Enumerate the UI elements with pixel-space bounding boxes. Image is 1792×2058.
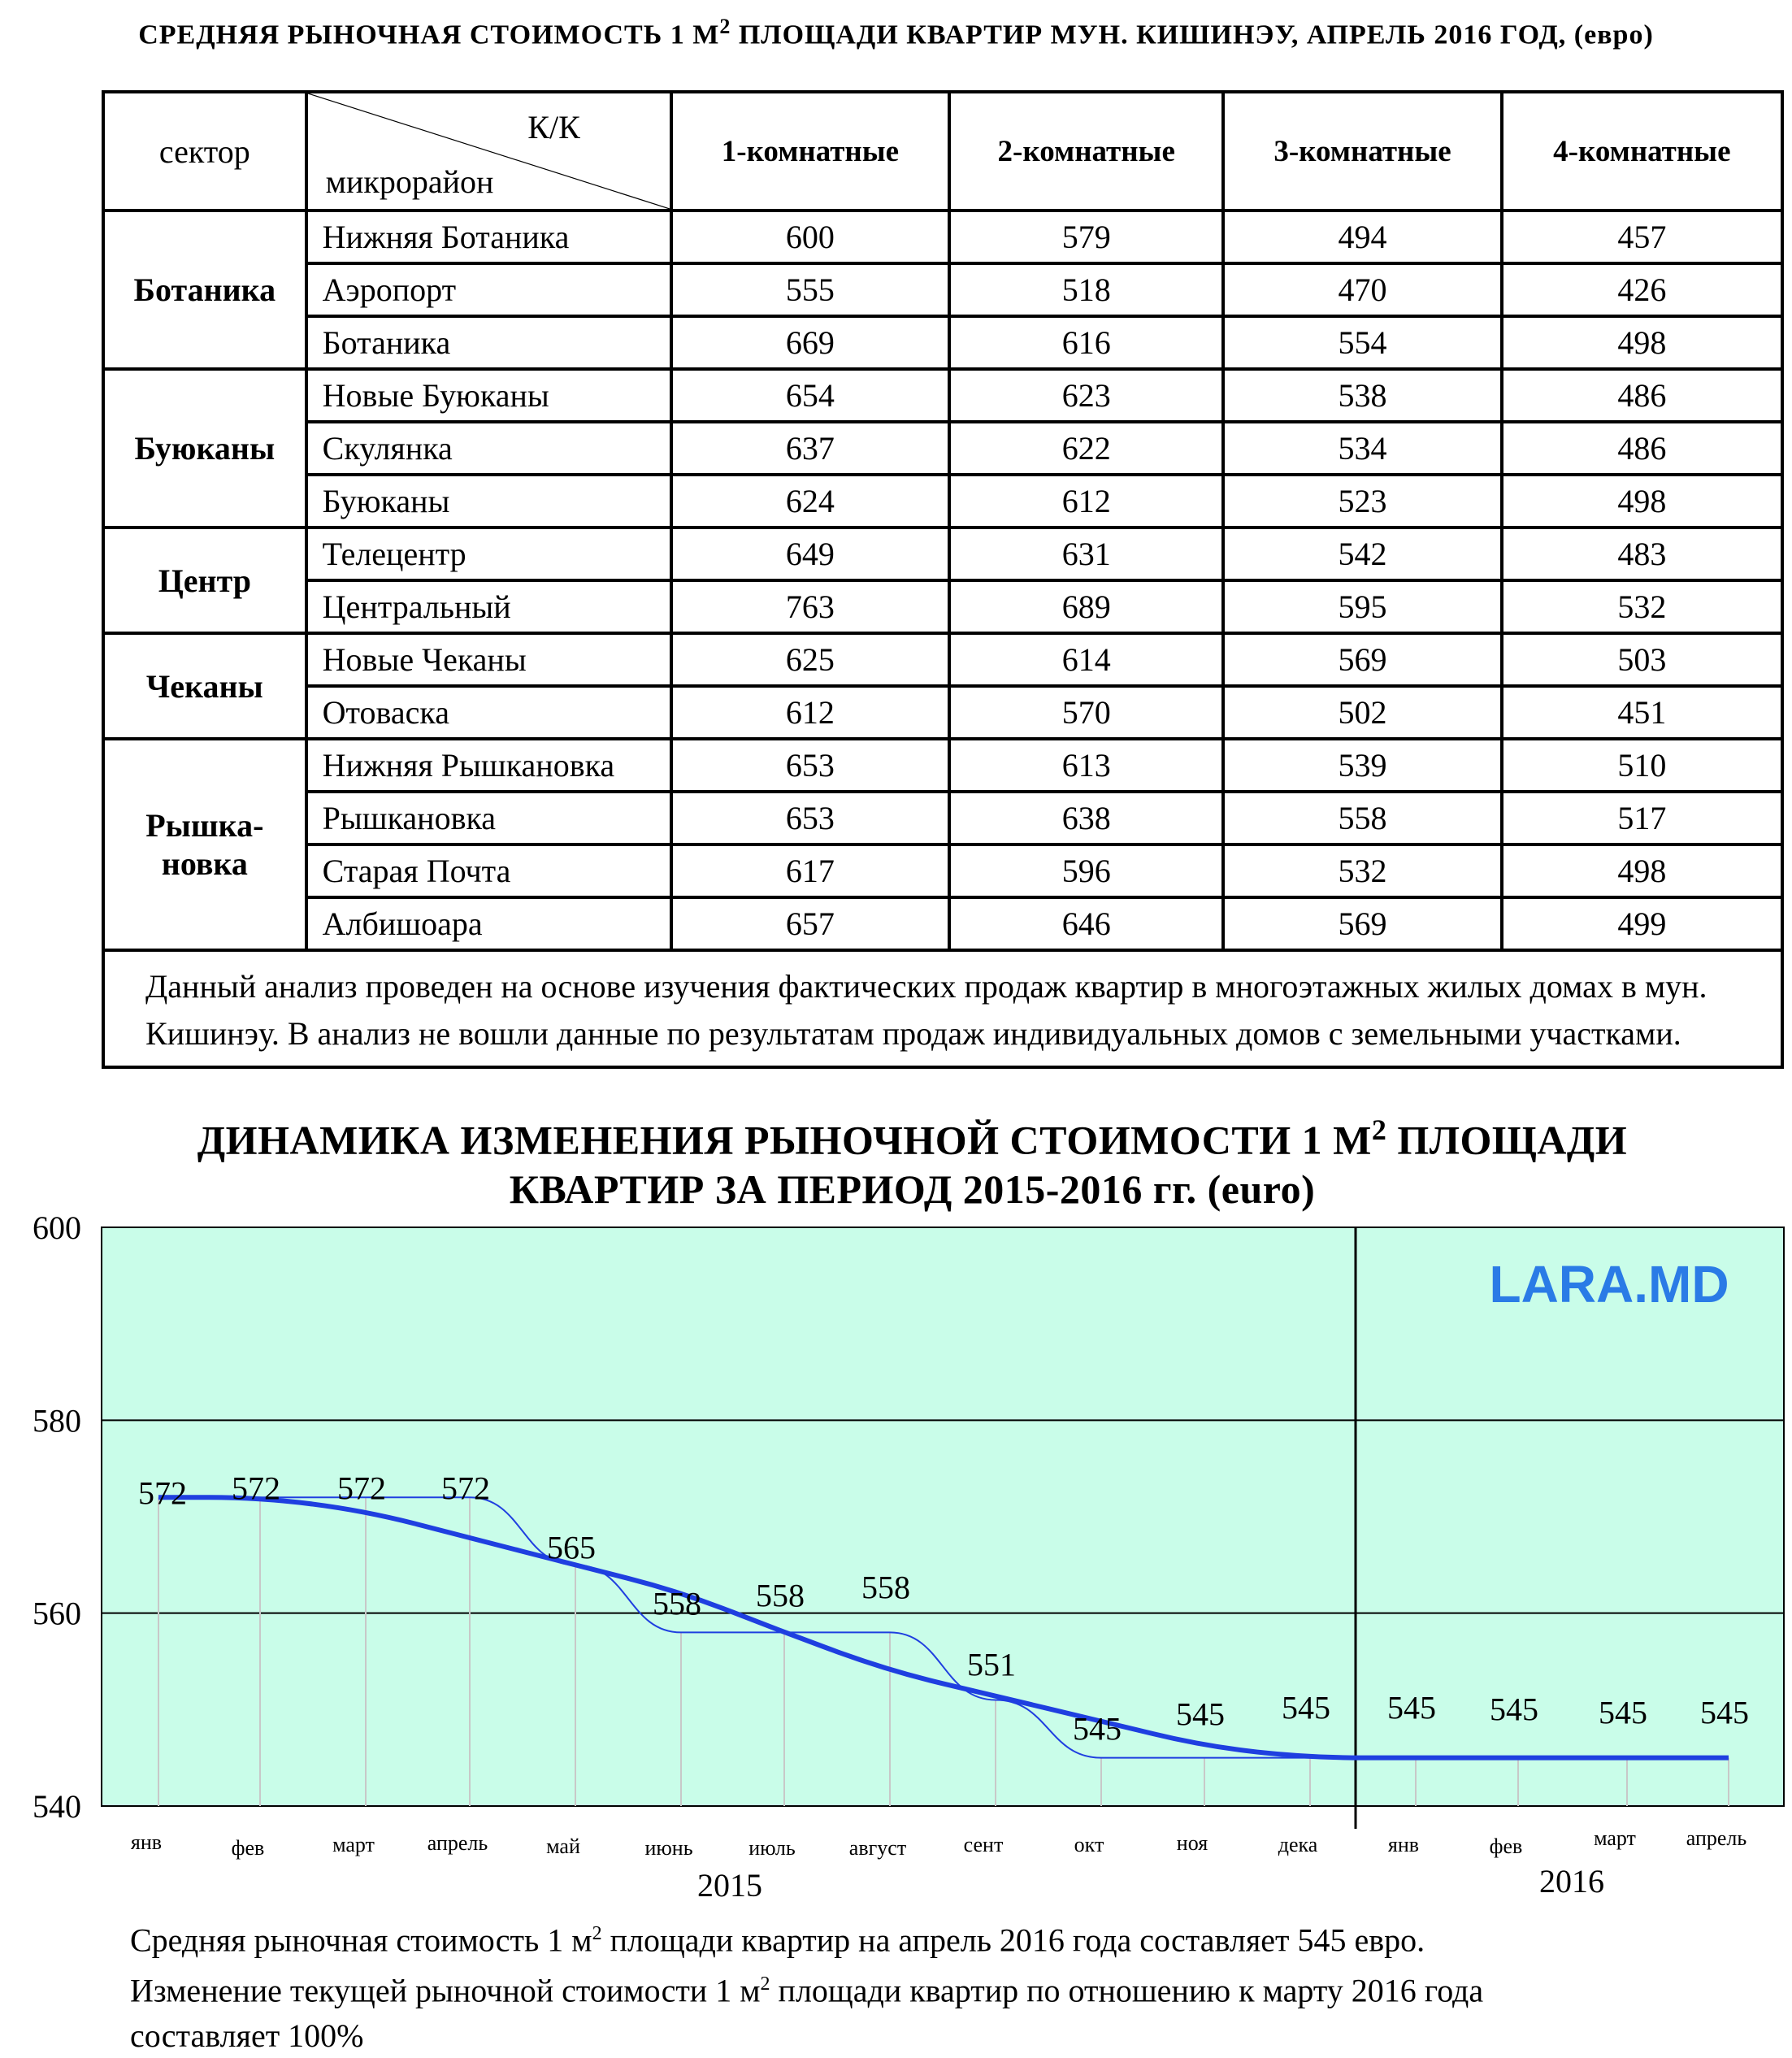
price-cell: 613 xyxy=(949,739,1223,792)
data-label: 572 xyxy=(232,1470,280,1507)
district-cell: Новые Чеканы xyxy=(306,633,671,686)
district-cell: Новые Буюканы xyxy=(306,369,671,422)
price-cell: 653 xyxy=(671,739,949,792)
x-tick-label: сент xyxy=(963,1833,1004,1856)
price-cell: 538 xyxy=(1223,369,1501,422)
district-cell: Албишоара xyxy=(306,897,671,950)
data-label: 545 xyxy=(1599,1694,1647,1731)
data-label: 572 xyxy=(441,1470,490,1507)
x-tick-label: ноя xyxy=(1176,1831,1208,1855)
sector-cell: Чеканы xyxy=(103,633,306,739)
header-sector: сектор xyxy=(103,92,306,211)
sector-cell: Ботаника xyxy=(103,211,306,369)
footer-line3: составляет 100% xyxy=(130,2017,364,2054)
watermark-logo: LARA.MD xyxy=(1489,1255,1729,1313)
table-row xyxy=(103,633,1782,686)
price-cell: 596 xyxy=(949,844,1223,897)
price-cell: 451 xyxy=(1502,686,1782,739)
price-cell: 498 xyxy=(1502,316,1782,369)
district-cell: Ботаника xyxy=(306,316,671,369)
x-tick-label: май xyxy=(546,1834,580,1858)
note-row xyxy=(103,950,1782,1067)
price-cell: 483 xyxy=(1502,528,1782,580)
x-tick-label: окт xyxy=(1074,1833,1104,1856)
district-cell: Нижняя Ботаника xyxy=(306,211,671,263)
x-tick-label: март xyxy=(1594,1826,1636,1850)
x-tick-label: июнь xyxy=(644,1836,693,1860)
price-cell: 554 xyxy=(1223,316,1501,369)
header-1-room: 1-комнатные xyxy=(671,92,949,211)
price-cell: 649 xyxy=(671,528,949,580)
data-label: 572 xyxy=(337,1470,386,1507)
table-row xyxy=(103,263,1782,316)
price-cell: 532 xyxy=(1223,844,1501,897)
price-cell: 510 xyxy=(1502,739,1782,792)
header-diagonal-cell xyxy=(306,92,671,211)
data-label: 545 xyxy=(1490,1691,1538,1728)
price-cell: 555 xyxy=(671,263,949,316)
sector-cell: Буюканы xyxy=(103,369,306,528)
y-tick-label: 540 xyxy=(33,1788,81,1825)
price-cell: 570 xyxy=(949,686,1223,739)
chart-title-line2: КВАРТИР ЗА ПЕРИОД 2015-2016 гг. (euro) xyxy=(509,1166,1316,1212)
data-label: 572 xyxy=(138,1474,187,1512)
chart-title-line1: ДИНАМИКА ИЗМЕНЕНИЯ РЫНОЧНОЙ СТОИМОСТИ 1 $М^2$ ПЛОЩАДИ xyxy=(197,1114,1628,1163)
price-cell: 616 xyxy=(949,316,1223,369)
table-row xyxy=(103,739,1782,792)
price-cell: 569 xyxy=(1223,633,1501,686)
x-tick-label: март xyxy=(332,1833,375,1856)
price-cell: 638 xyxy=(949,792,1223,844)
price-cell: 502 xyxy=(1223,686,1501,739)
district-cell: Рышкановка xyxy=(306,792,671,844)
data-label: 545 xyxy=(1282,1689,1330,1726)
price-cell: 523 xyxy=(1223,475,1501,528)
price-cell: 622 xyxy=(949,422,1223,475)
district-cell: Буюканы xyxy=(306,475,671,528)
table-row xyxy=(103,844,1782,897)
price-cell: 542 xyxy=(1223,528,1501,580)
price-cell: 657 xyxy=(671,897,949,950)
price-cell: 612 xyxy=(949,475,1223,528)
table-row xyxy=(103,316,1782,369)
price-cell: 595 xyxy=(1223,580,1501,633)
table-header-row xyxy=(103,92,1782,211)
price-cell: 600 xyxy=(671,211,949,263)
table-title: СРЕДНЯЯ РЫНОЧНАЯ СТОИМОСТЬ 1 $М^2$ ПЛОЩАДИ КВАРТИР МУН. КИШИНЭУ, АПРЕЛЬ 2016 ГОД, (евро) xyxy=(138,15,1654,50)
x-tick-label: дека xyxy=(1278,1833,1318,1856)
data-label: 545 xyxy=(1387,1689,1436,1726)
price-table xyxy=(102,90,1784,1069)
price-cell: 517 xyxy=(1502,792,1782,844)
sector-cell: Центр xyxy=(103,528,306,633)
sector-cell: Рышка- новка xyxy=(103,739,306,950)
district-cell: Аэропорт xyxy=(306,263,671,316)
x-tick-label: август xyxy=(848,1836,907,1860)
header-3-room: 3-комнатные xyxy=(1223,92,1501,211)
footer-text xyxy=(130,1912,1755,2058)
price-cell: 612 xyxy=(671,686,949,739)
price-cell: 689 xyxy=(949,580,1223,633)
table-row xyxy=(103,686,1782,739)
price-cell: 631 xyxy=(949,528,1223,580)
district-cell: Скулянка xyxy=(306,422,671,475)
price-cell: 470 xyxy=(1223,263,1501,316)
price-cell: 503 xyxy=(1502,633,1782,686)
table-row xyxy=(103,580,1782,633)
data-label: 558 xyxy=(756,1577,805,1614)
year-label-2015: 2015 xyxy=(697,1867,762,1902)
price-cell: 486 xyxy=(1502,422,1782,475)
price-cell: 426 xyxy=(1502,263,1782,316)
price-cell: 498 xyxy=(1502,475,1782,528)
price-cell: 558 xyxy=(1223,792,1501,844)
table-row xyxy=(103,369,1782,422)
price-cell: 669 xyxy=(671,316,949,369)
line-chart xyxy=(0,1211,1792,1902)
price-cell: 486 xyxy=(1502,369,1782,422)
price-cell: 532 xyxy=(1502,580,1782,633)
price-cell: 646 xyxy=(949,897,1223,950)
price-cell: 637 xyxy=(671,422,949,475)
x-tick-label: фев xyxy=(1489,1834,1523,1858)
header-2-room: 2-комнатные xyxy=(949,92,1223,211)
district-cell: Центральный xyxy=(306,580,671,633)
data-label: 551 xyxy=(967,1646,1016,1683)
x-tick-label: апрель xyxy=(1686,1826,1747,1850)
price-cell: 653 xyxy=(671,792,949,844)
data-label: 545 xyxy=(1700,1694,1749,1731)
x-tick-label: янв xyxy=(1387,1833,1420,1856)
data-label: 545 xyxy=(1176,1695,1225,1733)
y-tick-label: 560 xyxy=(33,1595,81,1632)
table-row xyxy=(103,897,1782,950)
table-row xyxy=(103,528,1782,580)
price-cell: 624 xyxy=(671,475,949,528)
x-tick-label: фев xyxy=(231,1836,265,1860)
price-cell: 457 xyxy=(1502,211,1782,263)
y-tick-label: 580 xyxy=(33,1402,81,1439)
price-cell: 579 xyxy=(949,211,1223,263)
price-cell: 654 xyxy=(671,369,949,422)
price-cell: 499 xyxy=(1502,897,1782,950)
data-label: 565 xyxy=(547,1529,596,1566)
table-note: Данный анализ проведен на основе изучения фактических продаж квартир в многоэтажных жилых домах в мун. Кишинэу. В анализ не вошли данные по результатам продаж индивидуальных домов с земельными участками. xyxy=(103,950,1782,1067)
header-microdistrict: микрорайон xyxy=(325,163,494,200)
x-tick-label: июль xyxy=(748,1836,796,1860)
price-cell: 617 xyxy=(671,844,949,897)
year-label-2016: 2016 xyxy=(1539,1863,1604,1900)
price-cell: 534 xyxy=(1223,422,1501,475)
price-cell: 623 xyxy=(949,369,1223,422)
table-row xyxy=(103,475,1782,528)
header-4-room: 4-комнатные xyxy=(1502,92,1782,211)
table-row xyxy=(103,422,1782,475)
price-cell: 539 xyxy=(1223,739,1501,792)
price-cell: 569 xyxy=(1223,897,1501,950)
district-cell: Отоваска xyxy=(306,686,671,739)
price-cell: 614 xyxy=(949,633,1223,686)
footer-line1: Средняя рыночная стоимость 1 $м^2$ площади квартир на апрель 2016 года составляет 545 евро. xyxy=(130,1921,1425,1959)
y-tick-label: 600 xyxy=(33,1211,81,1246)
header-kk: К/К xyxy=(527,109,580,145)
table-row xyxy=(103,792,1782,844)
data-label: 545 xyxy=(1073,1710,1122,1748)
price-cell: 625 xyxy=(671,633,949,686)
price-cell: 518 xyxy=(949,263,1223,316)
x-tick-label: апрель xyxy=(427,1831,488,1855)
x-tick-label: янв xyxy=(130,1830,163,1854)
price-cell: 763 xyxy=(671,580,949,633)
table-row xyxy=(103,211,1782,263)
district-cell: Старая Почта xyxy=(306,844,671,897)
footer-line2: Изменение текущей рыночной стоимости 1 $м^2$ площади квартир по отношению к марту 2016 года xyxy=(130,1972,1484,2009)
price-cell: 498 xyxy=(1502,844,1782,897)
data-label: 558 xyxy=(861,1569,910,1606)
district-cell: Телецентр xyxy=(306,528,671,580)
data-label: 558 xyxy=(653,1585,701,1622)
price-cell: 494 xyxy=(1223,211,1501,263)
district-cell: Нижняя Рышкановка xyxy=(306,739,671,792)
chart-title xyxy=(0,1105,1792,1214)
